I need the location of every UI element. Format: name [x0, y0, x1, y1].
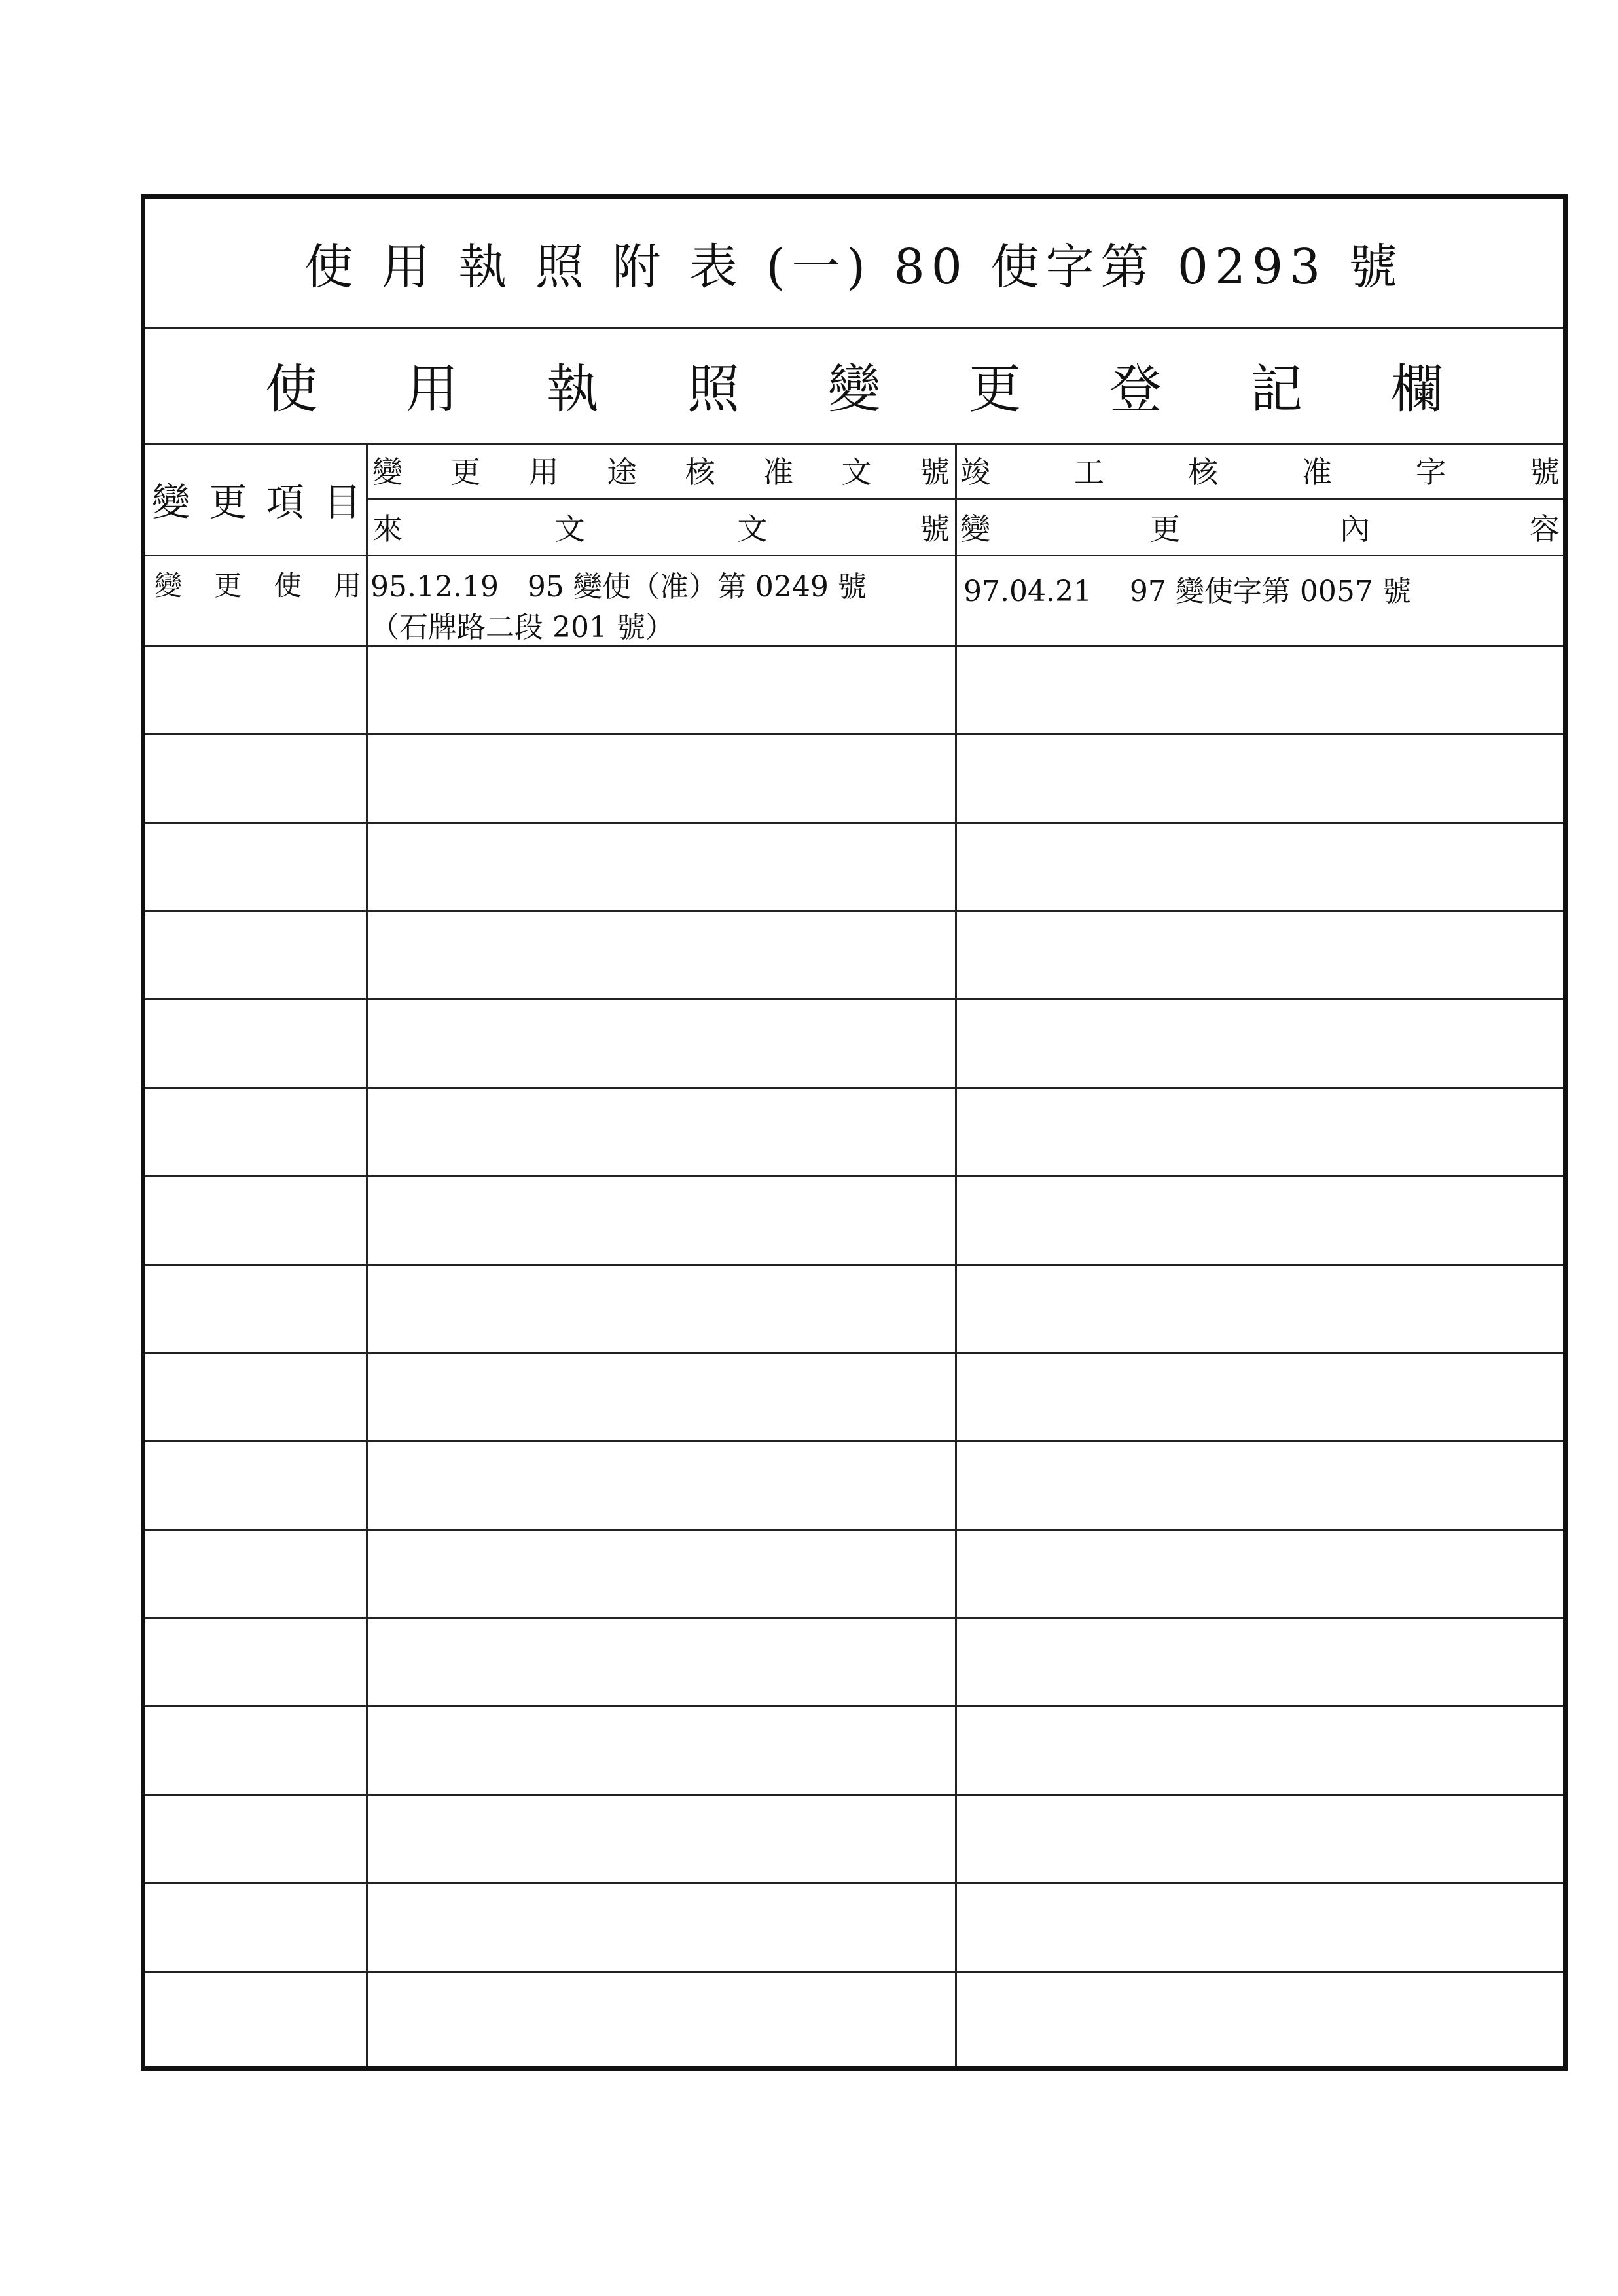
header-completion-no-text [960, 448, 1560, 492]
header-char: 文 [554, 511, 585, 547]
header-char: 文 [841, 454, 872, 490]
header-char: 來 [372, 511, 403, 547]
row-line [145, 1529, 1563, 1531]
header-char: 號 [1530, 454, 1560, 490]
row-line [145, 998, 1563, 1000]
header-char: 更 [209, 479, 247, 524]
section-title-char: 更 [969, 359, 1021, 420]
row-item-char: 變 [154, 570, 183, 602]
row-line [145, 1175, 1563, 1177]
header-char: 內 [1340, 511, 1370, 547]
section-title-char: 照 [687, 359, 740, 420]
header-char: 項 [266, 479, 304, 524]
section-title-char: 記 [1250, 359, 1303, 420]
header-char: 字 [1416, 454, 1446, 490]
row-line [145, 1352, 1563, 1354]
row-item-char: 用 [333, 570, 361, 602]
header-char: 用 [528, 454, 559, 490]
header-char: 容 [1530, 511, 1560, 547]
row-line [145, 1882, 1563, 1884]
header-incoming-doc [372, 500, 950, 555]
section-title-char: 變 [828, 359, 880, 420]
section-title-char: 執 [547, 359, 599, 420]
header-char: 目 [323, 479, 361, 524]
section-title-chars [265, 347, 1443, 422]
row-item-char: 使 [274, 570, 302, 602]
row-line [145, 1617, 1563, 1619]
row-line [145, 733, 1563, 735]
row-item-text [154, 564, 361, 604]
header-char: 變 [372, 454, 403, 490]
completion-no-text: 97.04.21 97 變使字第 0057 號 [963, 575, 1411, 608]
approval-doc-line-2: （石牌路二段 201 號） [370, 611, 674, 644]
header-change-content-text [960, 505, 1560, 549]
document-title [145, 199, 1563, 327]
header-char: 准 [1302, 454, 1332, 490]
row-line [145, 1971, 1563, 1973]
section-title-char: 使 [265, 359, 317, 420]
row-line [145, 1087, 1563, 1089]
header-incoming-doc-text [372, 505, 950, 549]
header-char: 更 [1150, 511, 1180, 547]
row-line [145, 1440, 1563, 1442]
header-bottom-line [145, 555, 1563, 556]
header-char: 變 [152, 479, 190, 524]
header-change-item [152, 443, 361, 555]
header-char: 更 [450, 454, 481, 490]
header-char: 竣 [960, 454, 990, 490]
header-char: 號 [919, 454, 950, 490]
row-line [145, 645, 1563, 647]
title-text: 使 用 執 照 附 表 (一) 80 使字第 0293 號 [304, 238, 1404, 295]
section-title [145, 327, 1563, 443]
row-line [145, 1264, 1563, 1266]
header-char: 文 [737, 511, 768, 547]
header-char: 准 [763, 454, 794, 490]
row-line [145, 910, 1563, 912]
header-completion-no [960, 443, 1560, 498]
header-approval-doc [372, 443, 950, 498]
header-char: 變 [960, 511, 990, 547]
row-item [154, 564, 361, 604]
header-char: 核 [1188, 454, 1218, 490]
row-item-char: 更 [214, 570, 242, 602]
license-table [141, 194, 1568, 2071]
header-approval-doc-text [372, 448, 950, 492]
header-char: 號 [919, 511, 950, 547]
header-change-content [960, 500, 1560, 555]
section-title-char: 用 [406, 359, 458, 420]
column-divider [955, 443, 957, 2066]
section-title-char: 欄 [1391, 359, 1443, 420]
header-char: 核 [685, 454, 715, 490]
row-line [145, 1705, 1563, 1707]
row-line [145, 822, 1563, 824]
header-char: 工 [1074, 454, 1104, 490]
row-line [145, 1794, 1563, 1796]
approval-doc-line-1: 95.12.19 95 變使（准）第 0249 號 [370, 570, 867, 604]
header-char: 途 [607, 454, 638, 490]
column-divider [366, 443, 368, 2066]
header-change-item-text [152, 471, 361, 526]
section-title-char: 登 [1109, 359, 1162, 420]
